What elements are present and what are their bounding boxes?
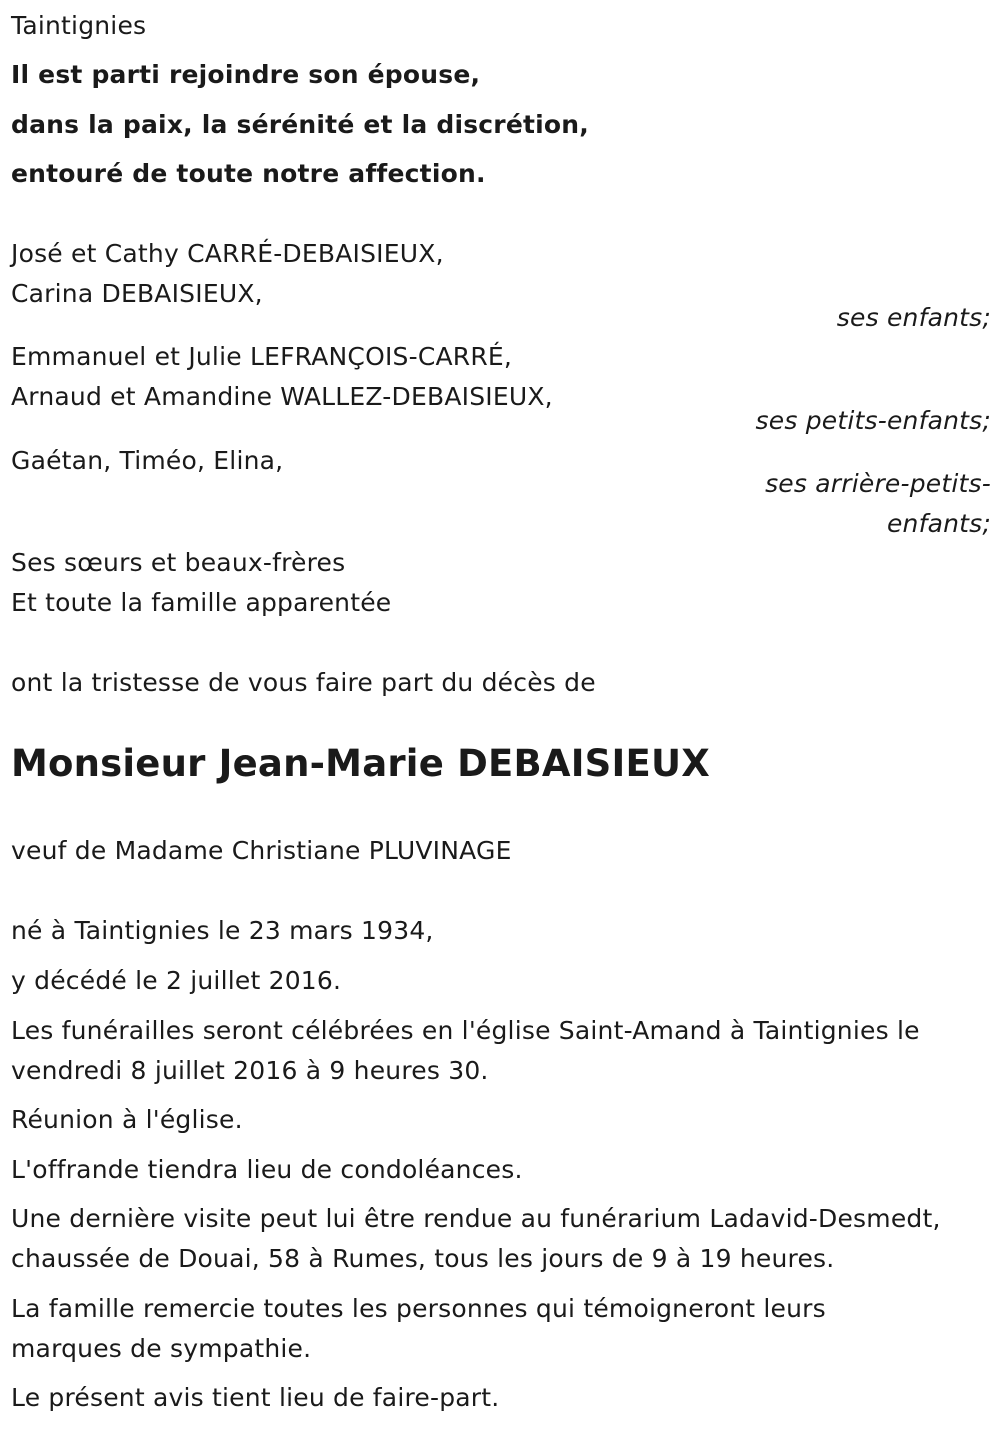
deceased-name: Monsieur Jean-Marie DEBAISIEUX [11,742,710,785]
great-grandchildren: Gaétan, Timéo, Elina, [11,446,284,475]
great-grandchildren-role-line-2: enfants; [886,509,991,538]
visit-line-2: chaussée de Douai, 58 à Rumes, tous les jours de 9 à 19 heures. [11,1244,835,1273]
widower-line: veuf de Madame Christiane PLUVINAGE [11,836,512,865]
grandchild-2: Arnaud et Amandine WALLEZ-DEBAISIEUX, [11,382,553,411]
child-1: José et Cathy CARRÉ-DEBAISIEUX, [11,239,444,268]
thanks-line-1: La famille remercie toutes les personnes qui témoigneront leurs [11,1294,826,1323]
birth-line: né à Taintignies le 23 mars 1934, [11,916,434,945]
death-line: y décédé le 2 juillet 2016. [11,966,342,995]
funeral-line-2: vendredi 8 juillet 2016 à 9 heures 30. [11,1056,489,1085]
family-line: Et toute la famille apparentée [11,588,392,617]
visit-line-1: Une dernière visite peut lui être rendue au funérarium Ladavid-Desmedt, [11,1204,941,1233]
town-heading: Taintignies [11,11,147,40]
grandchildren-role: ses petits-enfants; [755,406,991,435]
closing-line: Le présent avis tient lieu de faire-part. [11,1383,500,1412]
grandchild-1: Emmanuel et Julie LEFRANÇOIS-CARRÉ, [11,342,513,371]
offering-line: L'offrande tiendra lieu de condoléances. [11,1155,523,1184]
obituary-notice [11,0,991,1433]
great-grandchildren-role-line-1: ses arrière-petits- [765,469,991,498]
children-role: ses enfants; [836,303,991,332]
funeral-line-1: Les funérailles seront célébrées en l'église Saint-Amand à Taintignies le [11,1016,920,1045]
child-2: Carina DEBAISIEUX, [11,279,263,308]
meeting-line: Réunion à l'église. [11,1105,243,1134]
announcement-line: ont la tristesse de vous faire part du décès de [11,668,596,697]
epitaph-line-3: entouré de toute notre affection. [11,159,486,188]
epitaph-line-1: Il est parti rejoindre son épouse, [11,60,481,89]
siblings-line: Ses sœurs et beaux-frères [11,548,346,577]
epitaph-line-2: dans la paix, la sérénité et la discrétion, [11,110,589,139]
thanks-line-2: marques de sympathie. [11,1334,312,1363]
